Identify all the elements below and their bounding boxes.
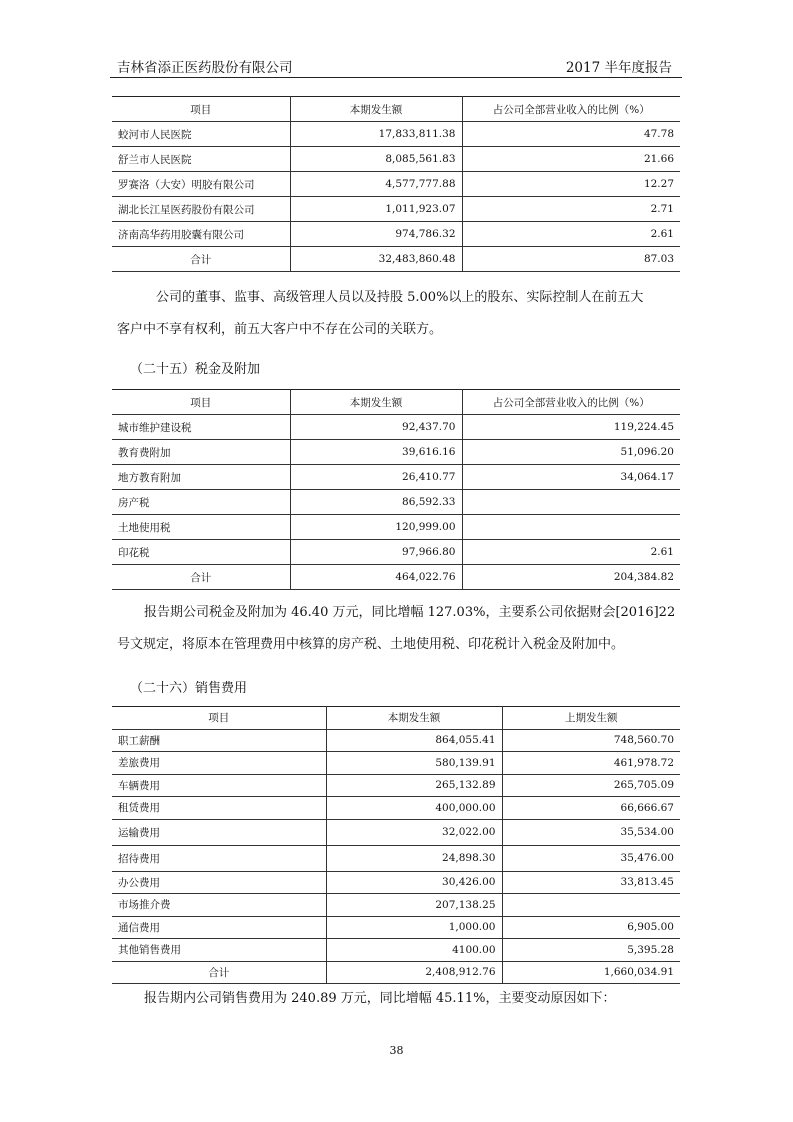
taxes-surcharges-table — [112, 389, 680, 590]
table-row — [112, 774, 680, 797]
cell-prior: 5,395.28 — [502, 939, 680, 962]
cell-ratio: 34,064.17 — [462, 465, 680, 490]
table-row — [112, 122, 680, 147]
top-customers-table — [112, 96, 680, 272]
section-heading-taxes: （二十五）税金及附加 — [130, 362, 261, 377]
cell-total-prior: 1,660,034.91 — [502, 961, 680, 984]
table-row — [112, 465, 680, 490]
cell-prior: 35,534.00 — [502, 819, 680, 845]
table-row — [112, 729, 680, 752]
cell-item: 地方教育附加 — [112, 465, 290, 490]
cell-amount: 974,786.32 — [290, 222, 462, 247]
column-header: 项目 — [112, 97, 290, 122]
cell-total-label: 合计 — [112, 247, 290, 272]
cell-total-label: 合计 — [112, 565, 290, 590]
cell-item: 湖北长江星医药股份有限公司 — [112, 197, 290, 222]
table-row — [112, 490, 680, 515]
cell-current: 265,132.89 — [326, 774, 502, 797]
cell-item: 城市维护建设税 — [112, 415, 290, 440]
cell-total-ratio: 204,384.82 — [462, 565, 680, 590]
cell-amount: 120,999.00 — [290, 515, 462, 540]
cell-ratio: 2.61 — [462, 540, 680, 565]
header-divider — [110, 77, 682, 78]
cell-current: 24,898.30 — [326, 845, 502, 871]
table-row — [112, 797, 680, 820]
cell-ratio: 47.78 — [462, 122, 680, 147]
cell-current: 864,055.41 — [326, 729, 502, 752]
cell-amount: 86,592.33 — [290, 490, 462, 515]
cell-current: 1,000.00 — [326, 916, 502, 939]
related-party-paragraph-line2: 客户中不享有权利，前五大客户中不存在公司的关联方。 — [117, 322, 443, 337]
cell-current: 400,000.00 — [326, 797, 502, 820]
table-row — [112, 871, 680, 894]
cell-item: 通信费用 — [112, 916, 326, 939]
cell-ratio: 2.61 — [462, 222, 680, 247]
cell-total-current: 2,408,912.76 — [326, 961, 502, 984]
table-row — [112, 147, 680, 172]
cell-ratio — [462, 515, 680, 540]
cell-prior: 265,705.09 — [502, 774, 680, 797]
cell-item: 职工薪酬 — [112, 729, 326, 752]
column-header: 占公司全部营业收入的比例（%） — [462, 97, 680, 122]
cell-current: 32,022.00 — [326, 819, 502, 845]
cell-amount: 4,577,777.88 — [290, 172, 462, 197]
cell-item: 市场推介费 — [112, 894, 326, 917]
page-number: 38 — [389, 1044, 404, 1057]
column-header: 项目 — [112, 707, 326, 730]
header-company: 吉林省添正医药股份有限公司 — [117, 60, 293, 76]
cell-item: 济南高华药用胶囊有限公司 — [112, 222, 290, 247]
cell-prior: 33,813.45 — [502, 871, 680, 894]
cell-amount: 17,833,811.38 — [290, 122, 462, 147]
cell-total-amount: 464,022.76 — [290, 565, 462, 590]
table-row — [112, 819, 680, 845]
related-party-paragraph-line1: 公司的董事、监事、高级管理人员以及持股 5.00%以上的股东、实际控制人在前五大 — [156, 290, 644, 305]
cell-current: 207,138.25 — [326, 894, 502, 917]
cell-item: 租赁费用 — [112, 797, 326, 820]
cell-prior: 461,978.72 — [502, 752, 680, 775]
cell-amount: 97,966.80 — [290, 540, 462, 565]
taxes-paragraph-line1: 报告期公司税金及附加为 46.40 万元，同比增幅 127.03%，主要系公司依据财会[2016]22 — [144, 605, 676, 620]
column-header: 项目 — [112, 390, 290, 415]
table-row — [112, 415, 680, 440]
cell-item: 蛟河市人民医院 — [112, 122, 290, 147]
cell-item: 教育费附加 — [112, 440, 290, 465]
section-heading-selling-expenses: （二十六）销售费用 — [130, 681, 248, 696]
taxes-paragraph-line2: 号文规定，将原本在管理费用中核算的房产税、土地使用税、印花税计入税金及附加中。 — [117, 637, 625, 652]
cell-amount: 26,410.77 — [290, 465, 462, 490]
cell-item: 差旅费用 — [112, 752, 326, 775]
header-report-title: 2017 半年度报告 — [565, 60, 672, 76]
cell-total-label: 合计 — [112, 961, 326, 984]
cell-amount: 8,085,561.83 — [290, 147, 462, 172]
table-total-row — [112, 961, 680, 984]
cell-current: 580,139.91 — [326, 752, 502, 775]
column-header: 本期发生额 — [290, 390, 462, 415]
cell-amount: 39,616.16 — [290, 440, 462, 465]
cell-prior: 35,476.00 — [502, 845, 680, 871]
table-header-row — [112, 707, 680, 730]
table-row — [112, 752, 680, 775]
cell-item: 土地使用税 — [112, 515, 290, 540]
cell-item: 印花税 — [112, 540, 290, 565]
cell-prior: 6,905.00 — [502, 916, 680, 939]
cell-amount: 1,011,923.07 — [290, 197, 462, 222]
table-header-row — [112, 97, 680, 122]
cell-item: 房产税 — [112, 490, 290, 515]
cell-ratio: 51,096.20 — [462, 440, 680, 465]
cell-total-ratio: 87.03 — [462, 247, 680, 272]
cell-total-amount: 32,483,860.48 — [290, 247, 462, 272]
table-row — [112, 515, 680, 540]
cell-ratio: 12.27 — [462, 172, 680, 197]
column-header: 上期发生额 — [502, 707, 680, 730]
table-row — [112, 540, 680, 565]
selling-expenses-paragraph: 报告期内公司销售费用为 240.89 万元，同比增幅 45.11%，主要变动原因如下： — [144, 991, 616, 1006]
cell-ratio: 21.66 — [462, 147, 680, 172]
table-row — [112, 197, 680, 222]
cell-ratio — [462, 490, 680, 515]
cell-ratio: 2.71 — [462, 197, 680, 222]
cell-item: 其他销售费用 — [112, 939, 326, 962]
cell-item: 罗赛洛（大安）明胶有限公司 — [112, 172, 290, 197]
table-row — [112, 894, 680, 917]
cell-item: 招待费用 — [112, 845, 326, 871]
table-row — [112, 916, 680, 939]
table-row — [112, 939, 680, 962]
cell-ratio: 119,224.45 — [462, 415, 680, 440]
table-row — [112, 440, 680, 465]
cell-item: 车辆费用 — [112, 774, 326, 797]
table-total-row — [112, 247, 680, 272]
table-total-row — [112, 565, 680, 590]
column-header: 占公司全部营业收入的比例（%） — [462, 390, 680, 415]
table-row — [112, 172, 680, 197]
cell-current: 30,426.00 — [326, 871, 502, 894]
cell-item: 舒兰市人民医院 — [112, 147, 290, 172]
table-row — [112, 845, 680, 871]
cell-prior: 66,666.67 — [502, 797, 680, 820]
cell-prior: 748,560.70 — [502, 729, 680, 752]
selling-expenses-table — [112, 706, 680, 984]
cell-current: 4100.00 — [326, 939, 502, 962]
table-header-row — [112, 390, 680, 415]
cell-item: 办公费用 — [112, 871, 326, 894]
column-header: 本期发生额 — [326, 707, 502, 730]
cell-item: 运输费用 — [112, 819, 326, 845]
table-row — [112, 222, 680, 247]
cell-prior — [502, 894, 680, 917]
column-header: 本期发生额 — [290, 97, 462, 122]
cell-amount: 92,437.70 — [290, 415, 462, 440]
